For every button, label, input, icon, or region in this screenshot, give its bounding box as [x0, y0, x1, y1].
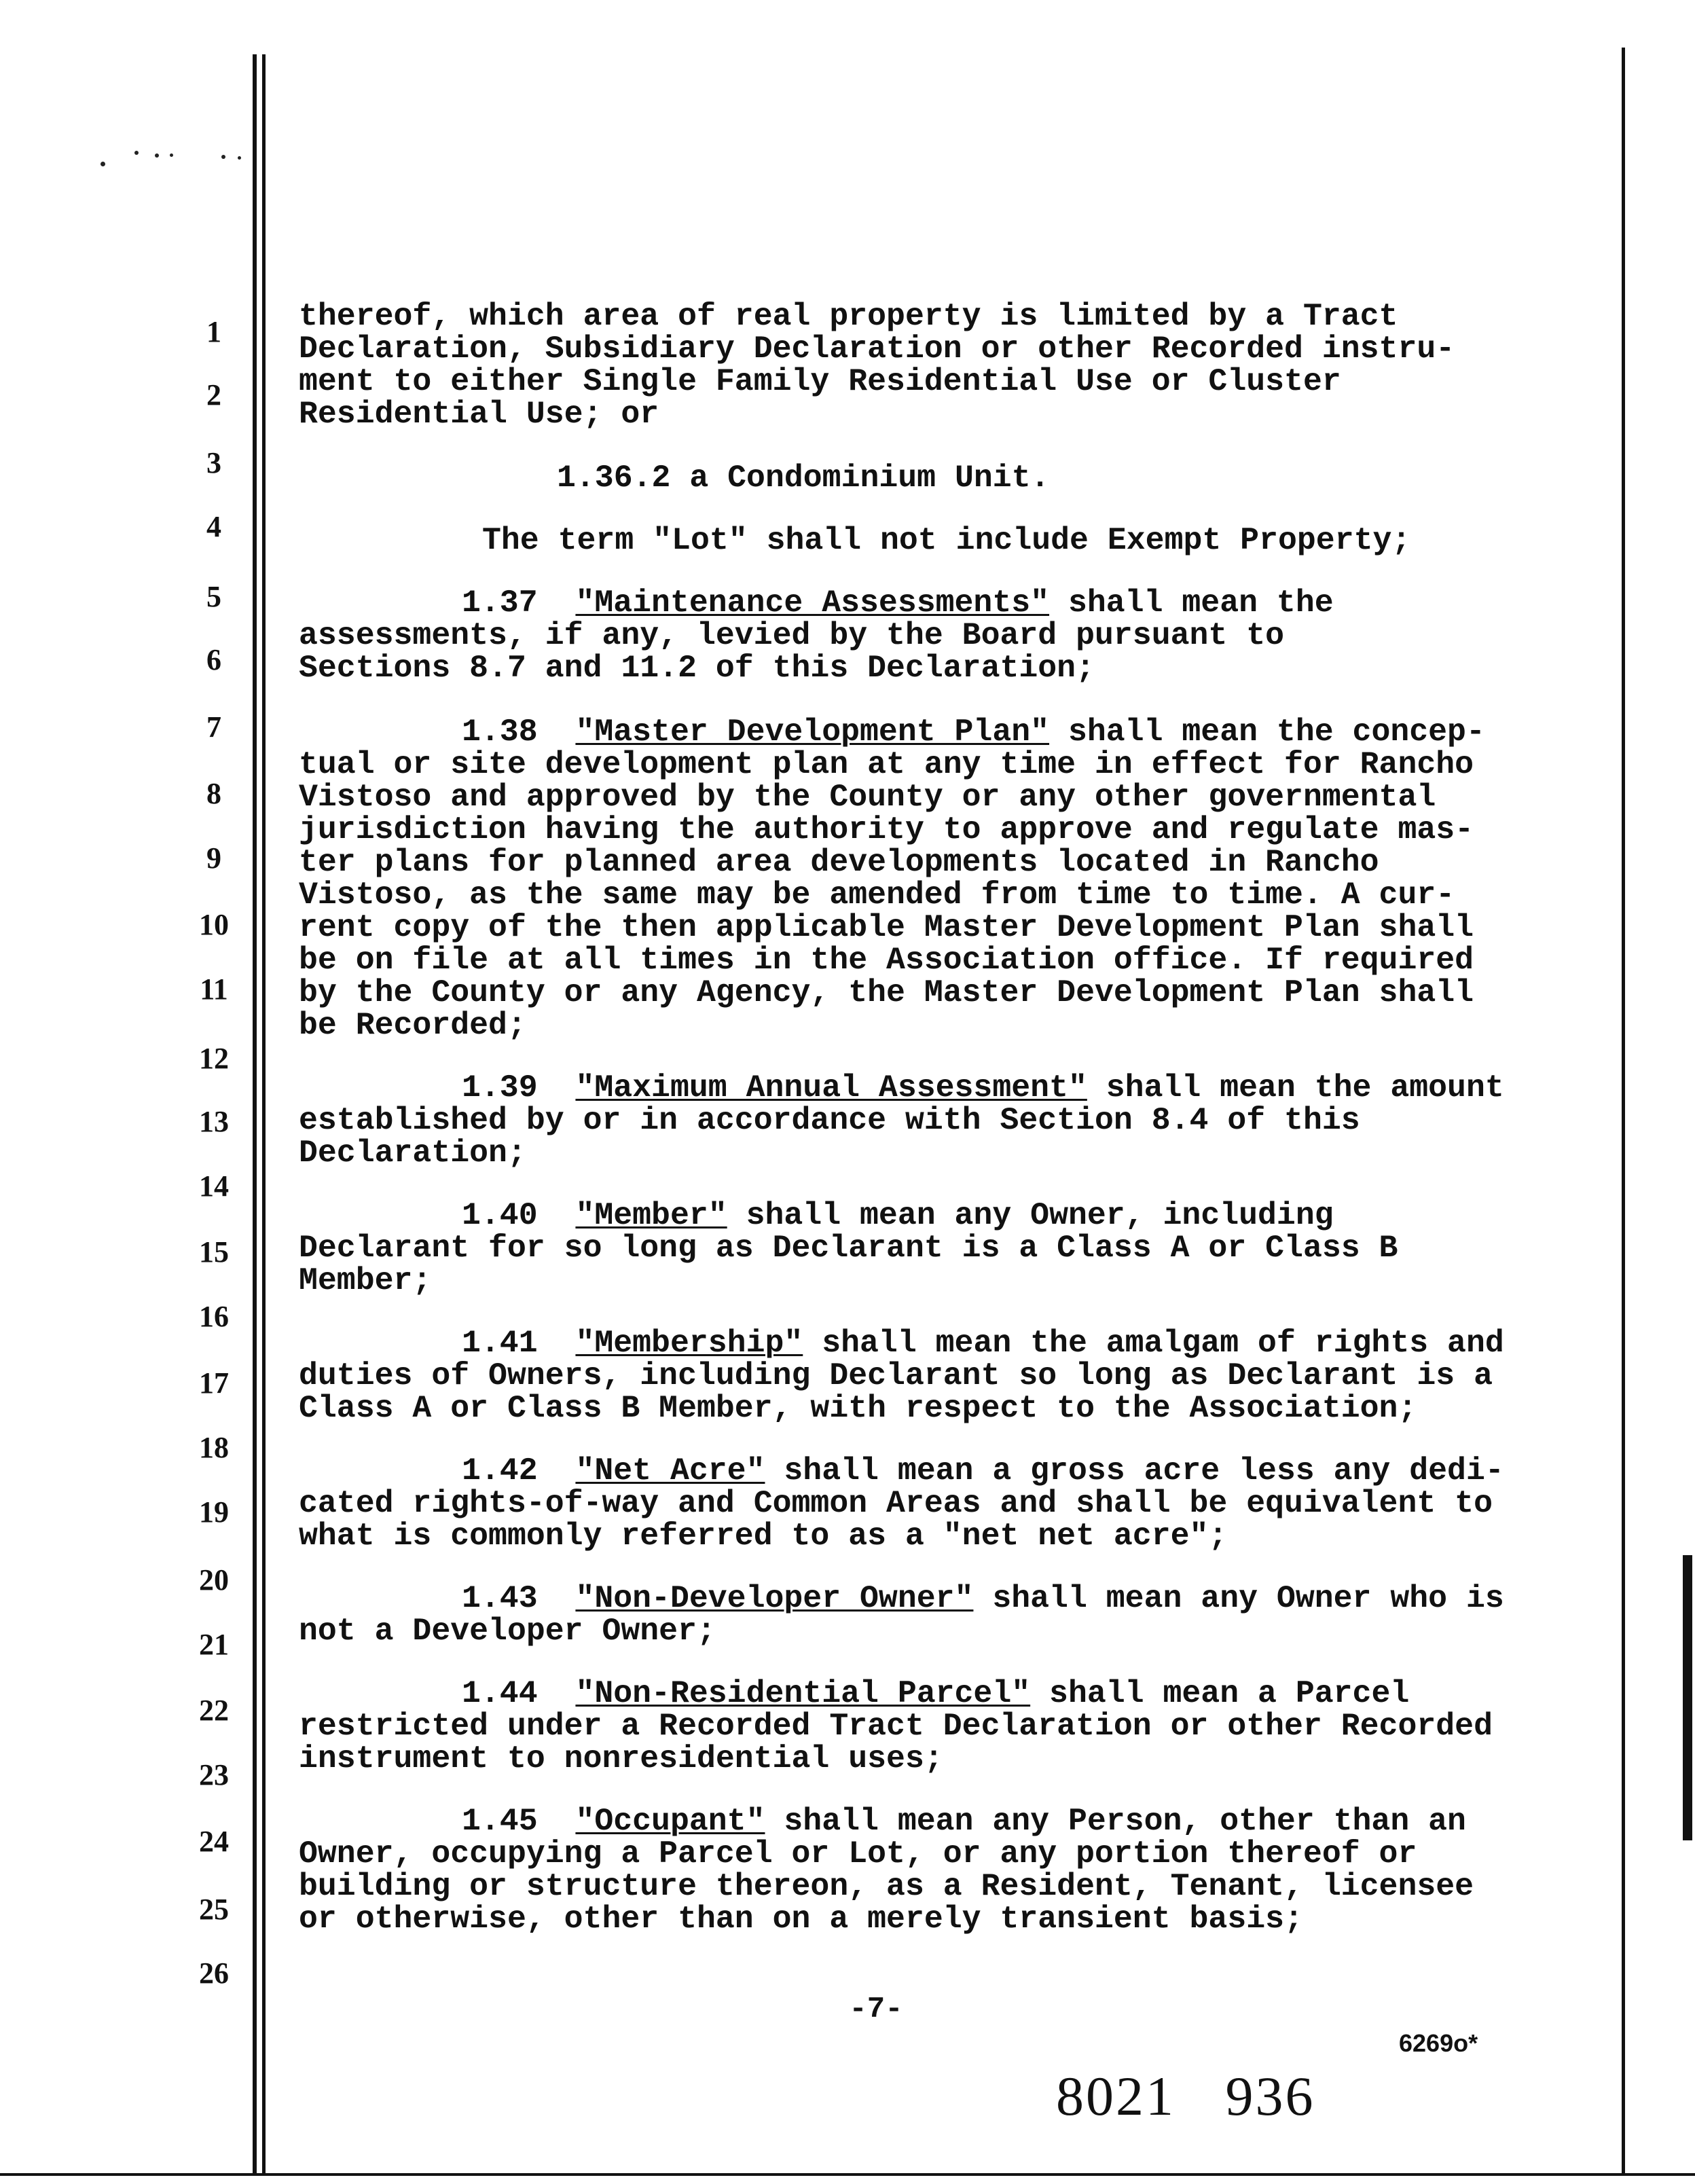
- section-lead-text: shall mean the: [1049, 585, 1334, 621]
- text-line: Vistoso and approved by the County or any other governmental: [299, 779, 1436, 815]
- text-line: 1.36.2 a Condominium Unit.: [557, 460, 1050, 496]
- scan-speck: [134, 151, 139, 155]
- text-line: restricted under a Recorded Tract Declaration or other Recorded: [299, 1708, 1493, 1744]
- section-lead-text: shall mean a gross acre less any dedi-: [765, 1453, 1504, 1489]
- section-1-37: [299, 587, 1589, 685]
- line-number: 22: [199, 1694, 229, 1727]
- page-number: -7-: [849, 1992, 903, 2026]
- line-number: 23: [199, 1758, 229, 1791]
- line-number: 26: [199, 1956, 229, 1990]
- text-line: be Recorded;: [299, 1007, 526, 1043]
- section-lead-text: shall mean any Person, other than an: [765, 1803, 1466, 1839]
- defined-term: "Maintenance Assessments": [575, 585, 1050, 621]
- line-number: 12: [199, 1042, 229, 1075]
- section-number: 1.38: [462, 714, 538, 750]
- text-line: instrument to nonresidential uses;: [299, 1741, 943, 1777]
- text-line: thereof, which area of real property is limited by a Tract: [299, 298, 1398, 334]
- declaration-body: [299, 300, 1589, 1935]
- defined-term: "Net Acre": [575, 1453, 765, 1489]
- text-line: Owner, occupying a Parcel or Lot, or any portion thereof or: [299, 1836, 1417, 1872]
- text-line: Declaration, Subsidiary Declaration or other Recorded instru-: [299, 331, 1455, 367]
- text-line: Declarant for so long as Declarant is a Class A or Class B: [299, 1230, 1398, 1266]
- line-number: 6: [206, 643, 221, 676]
- text-line: Declaration;: [299, 1135, 526, 1171]
- line-number: 19: [199, 1495, 229, 1529]
- line-number: 20: [199, 1563, 229, 1597]
- line-number: 9: [206, 841, 221, 875]
- section-first-line: [299, 587, 1589, 619]
- section-first-line: [299, 1677, 1589, 1710]
- line-number: 25: [199, 1893, 229, 1926]
- text-line: duties of Owners, including Declarant so long as Declarant is a: [299, 1358, 1493, 1394]
- line-number: 10: [199, 908, 229, 941]
- text-line: building or structure thereon, as a Resident, Tenant, licensee: [299, 1868, 1474, 1904]
- section-number: 1.37: [462, 585, 538, 621]
- line-number: 1: [206, 315, 221, 348]
- section-first-line: [299, 1327, 1589, 1360]
- bottom-edge-rule: [0, 2173, 1695, 2176]
- text-line: ment to either Single Family Residential Use or Cluster: [299, 363, 1341, 399]
- section-1-43: [299, 1582, 1589, 1648]
- scan-speck: [101, 162, 105, 166]
- defined-term: "Member": [575, 1197, 727, 1233]
- scan-speck: [221, 155, 225, 159]
- section-number: 1.39: [462, 1070, 538, 1106]
- text-line: tual or site development plan at any time in effect for Rancho: [299, 746, 1474, 782]
- right-margin-rule: [1622, 48, 1625, 2173]
- section-1-40: [299, 1199, 1589, 1297]
- section-first-line: [299, 1199, 1589, 1232]
- scan-speck: [170, 153, 173, 157]
- section-first-line: [299, 1072, 1589, 1104]
- section-lead-text: shall mean any Owner, including: [727, 1197, 1334, 1233]
- section-1-39: [299, 1072, 1589, 1169]
- text-line: Sections 8.7 and 11.2 of this Declaration;: [299, 650, 1095, 686]
- section-1-44: [299, 1677, 1589, 1775]
- line-number: 21: [199, 1628, 229, 1661]
- defined-term: "Non-Developer Owner": [575, 1580, 974, 1616]
- text-line: established by or in accordance with Section 8.4 of this: [299, 1102, 1360, 1138]
- defined-term: "Occupant": [575, 1803, 765, 1839]
- defined-term: "Maximum Annual Assessment": [575, 1070, 1087, 1106]
- section-number: 1.45: [462, 1803, 538, 1839]
- text-line: by the County or any Agency, the Master Development Plan shall: [299, 975, 1474, 1011]
- line-number: 14: [199, 1169, 229, 1203]
- section-number: 1.43: [462, 1580, 538, 1616]
- document-reference-code: 6269o*: [1399, 2029, 1478, 2057]
- text-line: Member;: [299, 1262, 432, 1298]
- lot-exclusion-note: [299, 524, 1589, 557]
- scan-speck: [238, 156, 241, 160]
- text-line: cated rights-of-way and Common Areas and shall be equivalent to: [299, 1485, 1493, 1521]
- section-number: 1.41: [462, 1325, 538, 1361]
- text-line: assessments, if any, levied by the Board pursuant to: [299, 617, 1285, 653]
- line-number: 7: [206, 710, 221, 744]
- line-number: 8: [206, 777, 221, 810]
- line-number: 15: [199, 1235, 229, 1269]
- section-1-41: [299, 1327, 1589, 1425]
- defined-term: "Non-Residential Parcel": [575, 1675, 1031, 1711]
- paragraph-continuation: [299, 300, 1589, 431]
- line-number: 5: [206, 580, 221, 613]
- text-line: what is commonly referred to as a "net net acre";: [299, 1518, 1228, 1554]
- section-number: 1.40: [462, 1197, 538, 1233]
- line-number: 2: [206, 378, 221, 412]
- section-lead-text: shall mean the amount: [1087, 1070, 1504, 1106]
- text-line: Class A or Class B Member, with respect to the Association;: [299, 1390, 1417, 1426]
- section-lead-text: shall mean a Parcel: [1030, 1675, 1410, 1711]
- recording-stamp-number: 8021 936: [1056, 2065, 1315, 2127]
- subsection-1-36-2: [299, 462, 1589, 494]
- text-line: be on file at all times in the Association office. If required: [299, 942, 1474, 978]
- text-line: jurisdiction having the authority to approve and regulate mas-: [299, 812, 1474, 848]
- text-line: or otherwise, other than on a merely transient basis;: [299, 1901, 1303, 1937]
- section-lead-text: shall mean any Owner who is: [973, 1580, 1504, 1616]
- scan-speck: [155, 153, 159, 158]
- section-first-line: [299, 1582, 1589, 1615]
- line-number: 3: [206, 446, 221, 479]
- section-number: 1.44: [462, 1675, 538, 1711]
- section-lead-text: shall mean the concep-: [1049, 714, 1485, 750]
- text-line: The term "Lot" shall not include Exempt Property;: [482, 522, 1411, 558]
- line-number: 17: [199, 1366, 229, 1400]
- section-lead-text: shall mean the amalgam of rights and: [803, 1325, 1504, 1361]
- line-number: 13: [199, 1105, 229, 1138]
- section-1-38: [299, 716, 1589, 1042]
- section-1-42: [299, 1455, 1589, 1552]
- section-first-line: [299, 716, 1589, 748]
- line-number: 16: [199, 1300, 229, 1333]
- defined-term: "Master Development Plan": [575, 714, 1050, 750]
- defined-term: "Membership": [575, 1325, 803, 1361]
- section-number: 1.42: [462, 1453, 538, 1489]
- left-margin-rule-inner: [262, 54, 266, 2173]
- text-line: rent copy of the then applicable Master Development Plan shall: [299, 909, 1474, 945]
- line-number: 24: [199, 1825, 229, 1858]
- line-number: 18: [199, 1431, 229, 1464]
- section-1-45: [299, 1805, 1589, 1935]
- line-number: 11: [200, 972, 228, 1006]
- right-margin-rule-accent: [1683, 1555, 1692, 1840]
- text-line: ter plans for planned area developments located in Rancho: [299, 844, 1379, 880]
- section-first-line: [299, 1455, 1589, 1487]
- text-line: not a Developer Owner;: [299, 1613, 716, 1649]
- line-number: 4: [206, 510, 221, 543]
- text-line: Vistoso, as the same may be amended from time to time. A cur-: [299, 877, 1455, 913]
- section-first-line: [299, 1805, 1589, 1838]
- text-line: Residential Use; or: [299, 396, 659, 432]
